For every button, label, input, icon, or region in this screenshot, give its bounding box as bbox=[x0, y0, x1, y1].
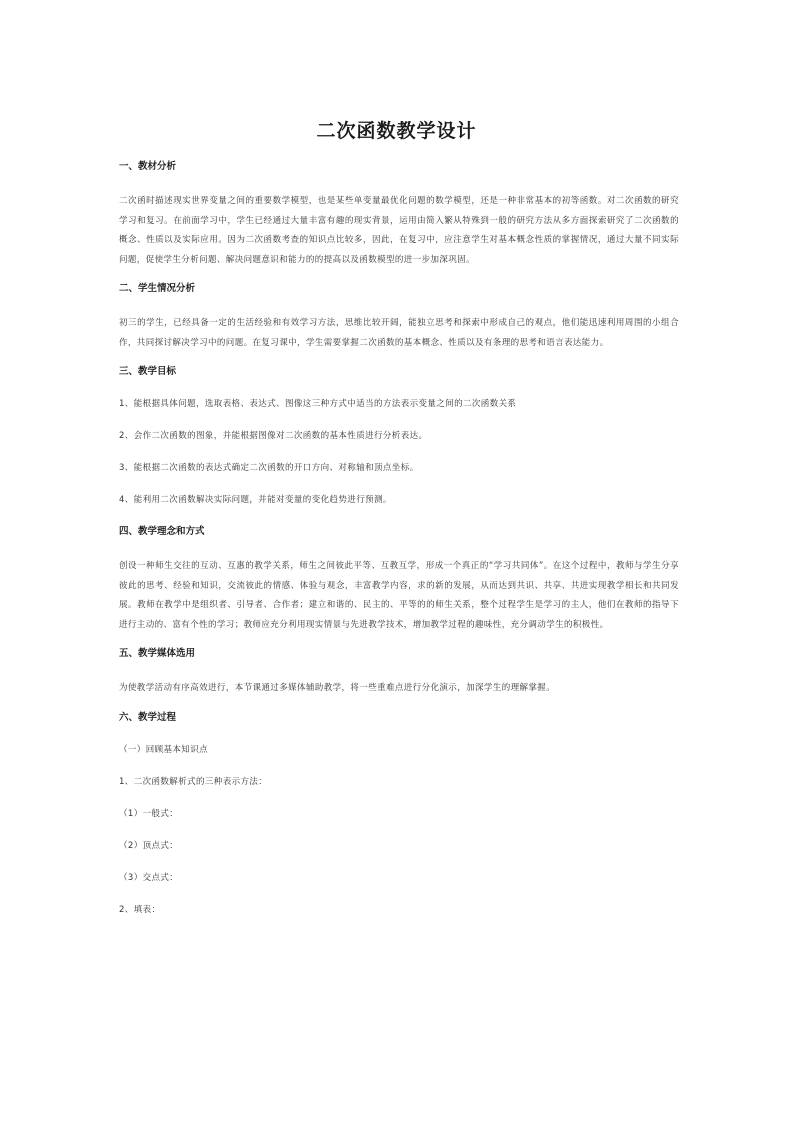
page-title: 二次函数教学设计 bbox=[316, 120, 477, 142]
process-item: （2）顶点式： bbox=[119, 840, 179, 851]
document-body bbox=[119, 160, 679, 935]
process-item: （1）一般式： bbox=[119, 808, 179, 819]
goal-item: 3、能根据二次函数的表达式确定二次函数的开口方向、对称轴和顶点坐标。 bbox=[119, 463, 419, 473]
section-paragraph-teaching-philosophy: 创设一种师生交往的互动、互惠的教学关系，师生之间彼此平等、互教互学，形成一个真正的“学习共同体”。在这个过程中，教师与学生分享彼此的思考、经验和知识，交流彼此的情感、体验与观念，丰富教学内容，求的新的发展，从而达到共识、共享、共进实现教学相长和共同发展。教师在教学中是组织者、引导者、合作者；建立和谐的、民主的、平等的的师生关系，整个过程学生是学习的主人，他们在教师的指导下进行主动的、富有个性的学习；教师应充分利用现实情景与先进教学技术，增加教学过程的趣味性，充分调动学生的积极性。 bbox=[119, 561, 679, 630]
goal-item: 4、能利用二次函数解决实际问题，并能对变量的变化趋势进行预测。 bbox=[119, 495, 392, 505]
section-heading-teaching-goals: 三、教学目标 bbox=[119, 366, 177, 377]
section-paragraph-media-selection: 为使教学活动有序高效进行，本节课通过多媒体辅助教学，将一些重难点进行分化演示，加深学生的理解掌握。 bbox=[119, 683, 556, 693]
process-item: 1、二次函数解析式的三种表示方法： bbox=[119, 776, 268, 787]
section-heading-teaching-process: 六、教学过程 bbox=[119, 711, 177, 723]
section-paragraph-teaching-material: 二次函时描述现实世界变量之间的重要数学模型，也是某些单变量最优化问题的数学模型，还是一种非常基本的初等函数。对二次函数的研究学习和复习。在前面学习中，学生已经通过大量丰富有趣的现实背景，运用由简入繁从特殊到一般的研究方法从多方面探索研究了二次函数的概念、性质以及实际应用。因为二次函数考查的知识点比较多，因此，在复习中，应注意学生对基本概念性质的掌握情况，通过大量不同实际问题，促使学生分析问题、解决问题意识和能力的的提高以及函数模型的进一步加深巩固。 bbox=[119, 196, 679, 265]
section-paragraph-student-analysis: 初三的学生，已经具备一定的生活经验和有效学习方法，思维比较开阔，能独立思考和探索中形成自己的观点，他们能迅速利用周围的小组合作，共同探讨解决学习中的问题。在复习课中，学生需要掌握二次函数的基本概念、性质以及有条理的思考和语言表达能力。 bbox=[119, 318, 679, 348]
goal-item: 1、能根据具体问题，选取表格、表达式、图像这三种方式中适当的方法表示变量之间的二次函数关系 bbox=[119, 399, 517, 409]
section-heading-student-analysis: 二、学生情况分析 bbox=[119, 283, 196, 294]
goal-item: 2、会作二次函数的图象，并能根据图像对二次函数的基本性质进行分析表达。 bbox=[119, 431, 428, 441]
process-item: （一）回顾基本知识点 bbox=[119, 744, 209, 755]
process-item: 2、填表： bbox=[119, 904, 161, 915]
section-heading-teaching-material: 一、教材分析 bbox=[119, 161, 177, 172]
process-item: （3）交点式： bbox=[119, 872, 179, 883]
section-heading-media-selection: 五、教学媒体选用 bbox=[119, 648, 196, 659]
section-heading-teaching-philosophy: 四、教学理念和方式 bbox=[119, 526, 205, 537]
